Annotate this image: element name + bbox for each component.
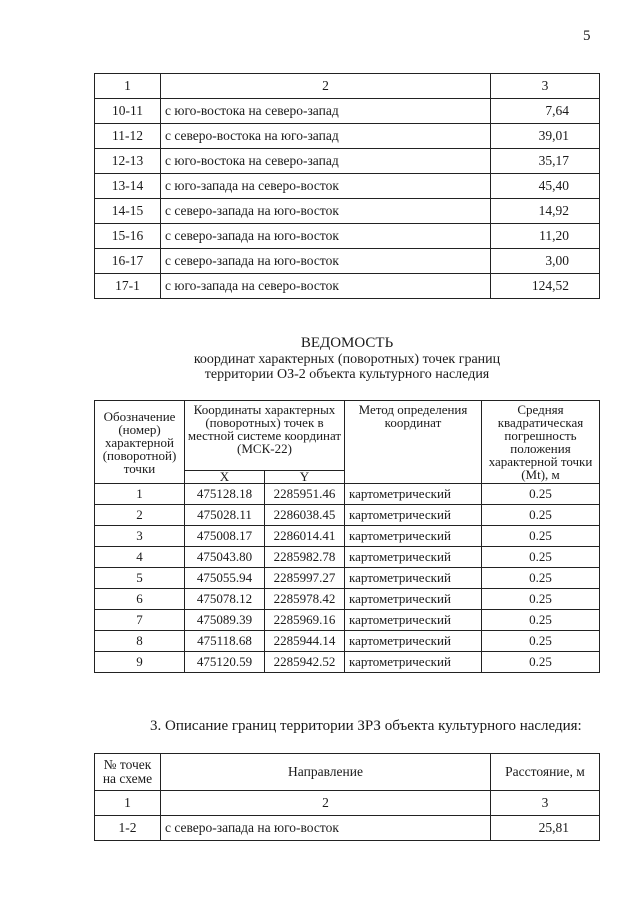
direction: с юго-запада на северо-восток	[161, 274, 491, 299]
table-row	[95, 652, 600, 673]
method: картометрический	[345, 589, 482, 610]
point-number: 5	[95, 568, 185, 589]
distance: 11,20	[491, 224, 600, 249]
error-value: 0.25	[482, 589, 600, 610]
coord-x: 475043.80	[185, 547, 265, 568]
table-row	[95, 274, 600, 299]
table-row	[95, 199, 600, 224]
point-number: 2	[95, 505, 185, 526]
error-value: 0.25	[482, 652, 600, 673]
point-pair: 12-13	[95, 149, 161, 174]
column-number-2: 2	[161, 791, 491, 816]
coord-y: 2285997.27	[265, 568, 345, 589]
direction: с северо-запада на юго-восток	[161, 224, 491, 249]
method: картометрический	[345, 547, 482, 568]
distance: 3,00	[491, 249, 600, 274]
table-row	[95, 249, 600, 274]
coord-x: 475120.59	[185, 652, 265, 673]
error-value: 0.25	[482, 505, 600, 526]
coord-y: 2285944.14	[265, 631, 345, 652]
table-header-row	[95, 754, 600, 791]
error-value: 0.25	[482, 610, 600, 631]
method: картометрический	[345, 568, 482, 589]
coord-x: 475118.68	[185, 631, 265, 652]
coord-y: 2285982.78	[265, 547, 345, 568]
method: картометрический	[345, 652, 482, 673]
table-row	[95, 568, 600, 589]
statement-title: ВЕДОМОСТЬ	[300, 335, 394, 351]
table-row	[95, 174, 600, 199]
coord-y: 2285978.42	[265, 589, 345, 610]
boundary-description-table-continued	[94, 73, 600, 299]
coord-x: 475128.18	[185, 484, 265, 505]
header-method: Метод определения координат	[345, 401, 482, 484]
point-number: 3	[95, 526, 185, 547]
header-error: Средняя квадратическая погрешность положения характерной точки (Mt), м	[482, 401, 600, 484]
table-row	[95, 99, 600, 124]
page-number: 5	[583, 28, 591, 44]
header-designation: Обозначение (номер) характерной (поворотной) точки	[95, 401, 185, 484]
error-value: 0.25	[482, 568, 600, 589]
header-x: X	[185, 471, 265, 484]
point-pair: 16-17	[95, 249, 161, 274]
zrz-boundary-description-table	[94, 753, 600, 841]
direction: с северо-востока на юго-запад	[161, 124, 491, 149]
section-3-heading: 3. Описание границ территории ЗРЗ объекта культурного наследия:	[150, 718, 582, 734]
point-pair: 15-16	[95, 224, 161, 249]
header-points: № точек на схеме	[95, 754, 161, 791]
distance: 14,92	[491, 199, 600, 224]
point-pair: 14-15	[95, 199, 161, 224]
point-number: 7	[95, 610, 185, 631]
point-number: 4	[95, 547, 185, 568]
distance: 25,81	[491, 816, 600, 841]
table-row	[95, 224, 600, 249]
direction: с северо-запада на юго-восток	[161, 816, 491, 841]
point-number: 6	[95, 589, 185, 610]
error-value: 0.25	[482, 526, 600, 547]
point-pair: 13-14	[95, 174, 161, 199]
point-number: 9	[95, 652, 185, 673]
coord-y: 2286014.41	[265, 526, 345, 547]
table-row	[95, 149, 600, 174]
table-header-row	[95, 74, 600, 99]
coord-x: 475028.11	[185, 505, 265, 526]
coord-x: 475078.12	[185, 589, 265, 610]
coordinates-table	[94, 400, 600, 673]
coord-x: 475008.17	[185, 526, 265, 547]
table-header-row	[95, 401, 600, 471]
method: картометрический	[345, 484, 482, 505]
point-pair: 11-12	[95, 124, 161, 149]
statement-subtitle-line-1: координат характерных (поворотных) точек границ	[193, 352, 501, 367]
method: картометрический	[345, 631, 482, 652]
distance: 124,52	[491, 274, 600, 299]
header-coordinates: Координаты характерных (поворотных) точек в местной системе координат (МСК-22)	[185, 401, 345, 471]
header-direction: Направление	[161, 754, 491, 791]
column-number-1: 1	[95, 791, 161, 816]
error-value: 0.25	[482, 484, 600, 505]
table-row	[95, 589, 600, 610]
coord-x: 475089.39	[185, 610, 265, 631]
coord-y: 2285942.52	[265, 652, 345, 673]
coord-y: 2286038.45	[265, 505, 345, 526]
column-number-3: 3	[491, 791, 600, 816]
column-numbers-row	[95, 791, 600, 816]
table-row	[95, 610, 600, 631]
direction: с северо-запада на юго-восток	[161, 199, 491, 224]
distance: 35,17	[491, 149, 600, 174]
direction: с юго-востока на северо-запад	[161, 99, 491, 124]
column-number-1: 1	[95, 74, 161, 99]
header-distance: Расстояние, м	[491, 754, 600, 791]
table-row	[95, 484, 600, 505]
table-row	[95, 816, 600, 841]
coord-y: 2285951.46	[265, 484, 345, 505]
point-pair: 10-11	[95, 99, 161, 124]
table-row	[95, 526, 600, 547]
point-number: 1	[95, 484, 185, 505]
column-number-2: 2	[161, 74, 491, 99]
coord-y: 2285969.16	[265, 610, 345, 631]
table-row	[95, 547, 600, 568]
error-value: 0.25	[482, 547, 600, 568]
statement-subtitle-line-2: территории ОЗ-2 объекта культурного наследия	[204, 367, 490, 382]
point-pair: 17-1	[95, 274, 161, 299]
distance: 7,64	[491, 99, 600, 124]
direction: с юго-запада на северо-восток	[161, 174, 491, 199]
direction: с юго-востока на северо-запад	[161, 149, 491, 174]
point-pair: 1-2	[95, 816, 161, 841]
method: картометрический	[345, 610, 482, 631]
distance: 39,01	[491, 124, 600, 149]
error-value: 0.25	[482, 631, 600, 652]
distance: 45,40	[491, 174, 600, 199]
method: картометрический	[345, 505, 482, 526]
table-row	[95, 631, 600, 652]
header-y: Y	[265, 471, 345, 484]
table-row	[95, 124, 600, 149]
table-row	[95, 505, 600, 526]
direction: с северо-запада на юго-восток	[161, 249, 491, 274]
point-number: 8	[95, 631, 185, 652]
column-number-3: 3	[491, 74, 600, 99]
coord-x: 475055.94	[185, 568, 265, 589]
method: картометрический	[345, 526, 482, 547]
